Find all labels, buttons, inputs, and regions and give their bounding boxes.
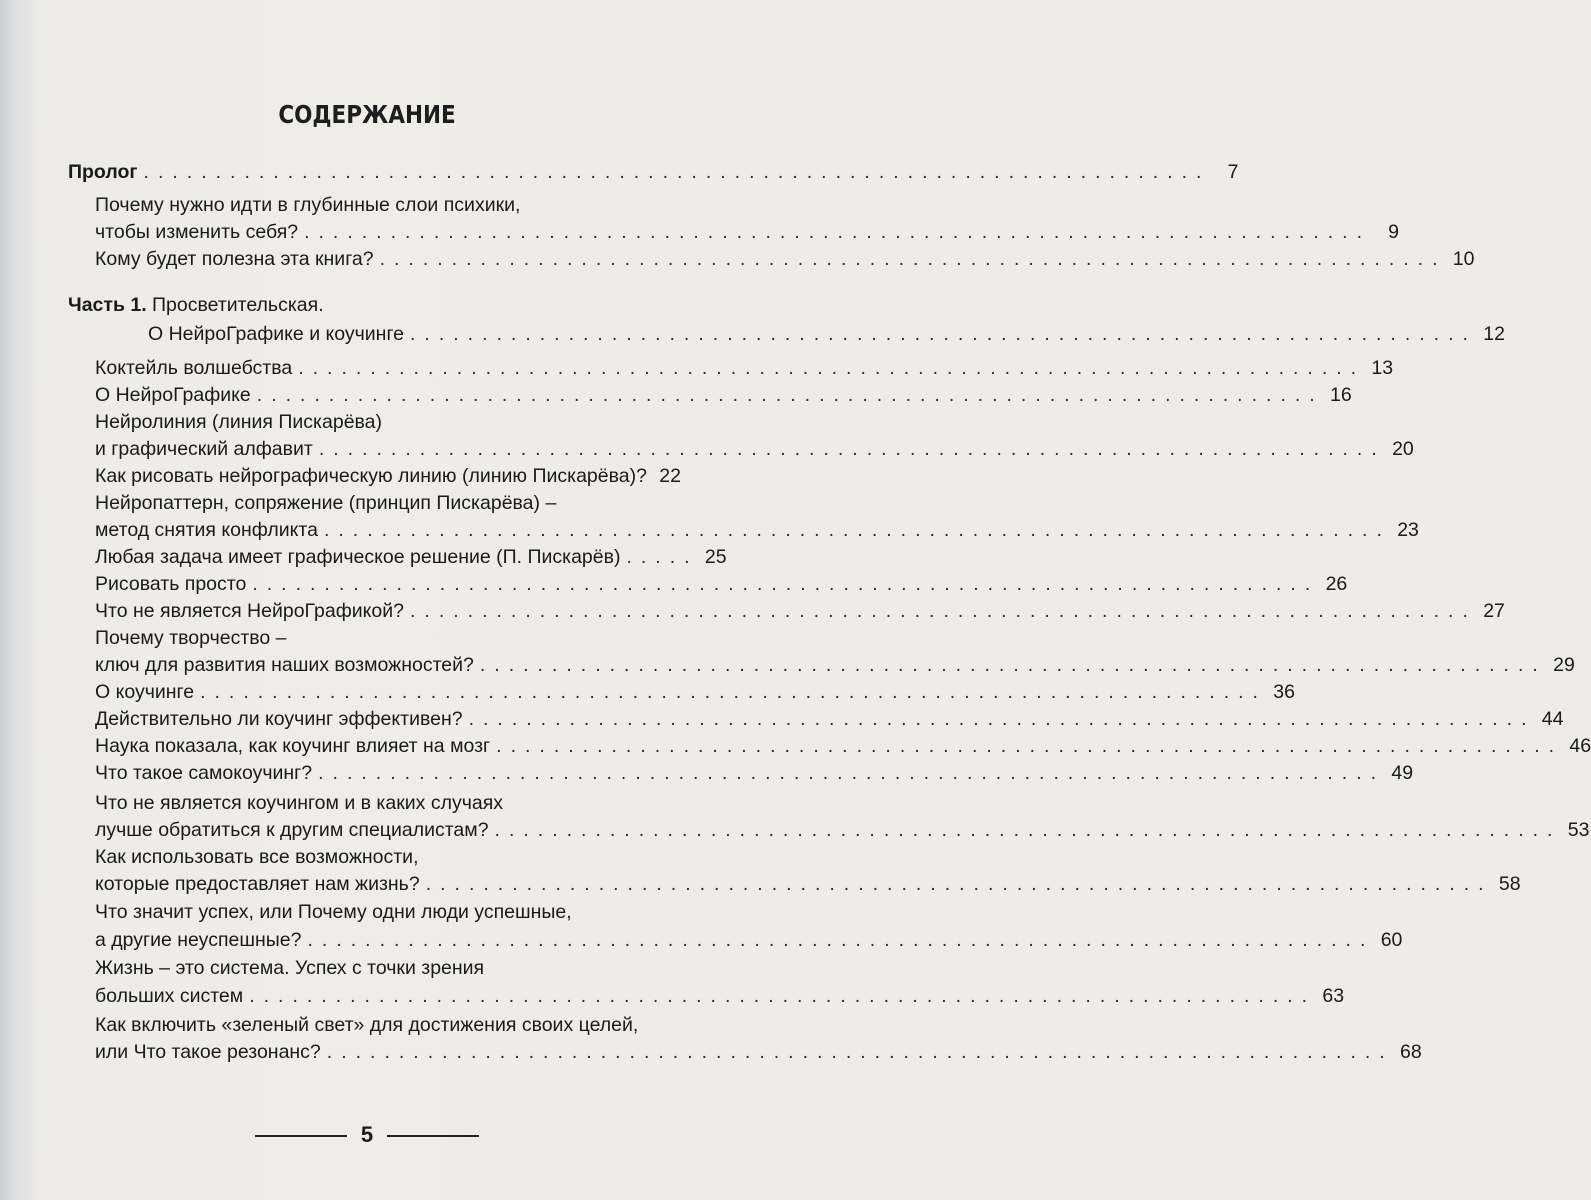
toc-entry[interactable] (95, 816, 1590, 844)
toc-leader-dots: .......................................................................... (410, 323, 1477, 345)
toc-entry-page: 27 (1483, 600, 1505, 622)
toc-entry-title: Почему творчество – (95, 627, 287, 649)
toc-entry-title: Что такое самокоучинг? (95, 762, 313, 784)
toc-entry-title: Как рисовать нейрографическую линию (линию Пискарёва)? (95, 465, 647, 487)
toc-entry[interactable] (95, 462, 681, 490)
toc-entry-line (95, 789, 668, 817)
toc-entry-title: О коучинге (95, 681, 195, 703)
toc-entry[interactable] (68, 158, 1239, 186)
toc-entry-title: лучше обратиться к другим специалистам? (95, 819, 489, 841)
toc-entry[interactable] (95, 870, 1521, 898)
toc-leader-dots: .......................................................................... (379, 248, 1447, 270)
toc-entry-page: 49 (1391, 762, 1414, 784)
toc-entry-title: а другие неуспешные? (95, 929, 302, 951)
toc-leader-dots: .......................................................................... (249, 985, 1317, 1007)
toc-entry-page: 46 (1569, 735, 1591, 757)
toc-entry-title: чтобы изменить себя? (95, 221, 299, 243)
toc-entry-page: 12 (1483, 323, 1505, 345)
toc-leader-dots: ..... (626, 546, 699, 568)
toc-entry[interactable] (95, 435, 1414, 463)
toc-entry-title: Пролог (68, 161, 138, 183)
toc-entry[interactable] (148, 320, 1505, 348)
toc-entry[interactable] (95, 651, 1575, 679)
page-number: 5 (360, 1122, 374, 1147)
toc-entry-page: 26 (1325, 573, 1348, 595)
toc-leader-dots: .......................................................................... (143, 161, 1211, 183)
toc-entry-page: 36 (1273, 681, 1295, 703)
toc-entry[interactable] (95, 245, 1475, 273)
toc-entry-page: 29 (1553, 654, 1575, 676)
toc-entry-page: 68 (1400, 1041, 1422, 1063)
toc-entry-line (95, 489, 668, 517)
part-title: Просветительская. (152, 294, 324, 316)
toc-entry[interactable] (95, 705, 1564, 733)
toc-entry[interactable] (95, 926, 1403, 954)
toc-entry-title: Что не является коучингом и в каких случаях (95, 792, 504, 814)
toc-entry-page: 58 (1498, 873, 1521, 895)
toc-entry-line (95, 843, 668, 871)
toc-entry[interactable] (95, 570, 1348, 598)
toc-leader-dots: .......................................................................... (479, 654, 1547, 676)
toc-entry[interactable] (95, 1038, 1422, 1066)
toc-leader-dots: .......................................................................... (200, 681, 1267, 703)
toc-entry-title: Как использовать все возможности, (95, 846, 419, 868)
toc-entry-title: О НейроГрафике (95, 384, 251, 406)
toc-entry-title: Почему нужно идти в глубинные слои психики, (95, 194, 521, 216)
toc-entry-title: и графический алфавит (95, 438, 313, 460)
toc-entry-title: Что не является НейроГрафикой? (95, 600, 404, 622)
toc-entry-page: 44 (1541, 708, 1564, 730)
toc-entry-title: Жизнь – это система. Успех с точки зрения (95, 957, 485, 979)
toc-entry-title: Рисовать просто (95, 573, 247, 595)
toc-entry[interactable] (95, 982, 1345, 1010)
toc-entry-title: или Что такое резонанс? (95, 1041, 321, 1063)
toc-entry-page: 10 (1452, 248, 1475, 270)
toc-leader-dots: .......................................................................... (252, 573, 1320, 595)
page-number-footer (0, 1122, 734, 1148)
toc-entry-page: 22 (659, 465, 681, 487)
toc-entry-title: больших систем (95, 985, 244, 1007)
toc-entry-title: Нейролиния (линия Пискарёва) (95, 411, 383, 433)
toc-entry-title: Действительно ли коучинг эффективен? (95, 708, 463, 730)
toc-entry-title: Коктейль волшебства (95, 357, 293, 379)
footer-rule-right (387, 1135, 479, 1137)
toc-entry-title: которые предоставляет нам жизнь? (95, 873, 420, 895)
toc-entry-title: Что значит успех, или Почему одни люди успешные, (95, 901, 572, 923)
toc-entry-title: Любая задача имеет графическое решение (П. Пискарёв) (95, 546, 621, 568)
toc-entry-line (95, 954, 668, 982)
toc-leader-dots: .......................................................................... (323, 519, 1391, 541)
toc-entry-page: 9 (1388, 221, 1400, 243)
toc-entry-page: 25 (704, 546, 727, 568)
toc-entry-line (95, 408, 668, 436)
toc-leader-dots: .......................................................................... (425, 873, 1493, 895)
toc-entry-page: 53 (1567, 819, 1590, 841)
toc-leader-dots: .......................................................................... (318, 438, 1386, 460)
toc-entry-title: ключ для развития наших возможностей? (95, 654, 474, 676)
toc-entry-line (95, 1011, 668, 1039)
toc-entry[interactable] (95, 381, 1352, 409)
toc-entry-title: О НейроГрафике и коучинге (148, 323, 404, 345)
toc-part-heading (68, 291, 668, 319)
toc-entry-line (95, 624, 668, 652)
toc-entry-page: 16 (1330, 384, 1352, 406)
toc-entry[interactable] (95, 678, 1295, 706)
footer-rule-left (255, 1135, 347, 1137)
toc-entry[interactable] (95, 543, 727, 571)
toc-entry[interactable] (95, 759, 1414, 787)
toc-leader-dots: .......................................................................... (494, 819, 1562, 841)
toc-entry-title: Нейропаттерн, сопряжение (принцип Пискарёва) – (95, 492, 557, 514)
toc-entry-page: 13 (1371, 357, 1394, 379)
toc-entry[interactable] (95, 218, 1400, 246)
toc-entry-title: Наука показала, как коучинг влияет на мозг (95, 735, 491, 757)
toc-entry-title: Кому будет полезна эта книга? (95, 248, 374, 270)
toc-leader-dots: .......................................................................... (298, 357, 1366, 379)
toc-entry-line (95, 898, 668, 926)
toc-entry-page: 60 (1380, 929, 1403, 951)
toc-entry-title: метод снятия конфликта (95, 519, 318, 541)
toc-entry[interactable] (95, 516, 1419, 544)
toc-entry-page: 7 (1227, 161, 1239, 183)
toc-entry-line (95, 191, 668, 219)
toc-entry-page: 63 (1322, 985, 1345, 1007)
toc-leader-dots: .......................................................................... (409, 600, 1477, 622)
toc-entry[interactable] (95, 732, 1591, 760)
toc-entry[interactable] (95, 354, 1394, 382)
toc-entry-page: 23 (1397, 519, 1419, 541)
toc-entry-page: 20 (1392, 438, 1414, 460)
part-label: Часть 1. (68, 294, 147, 316)
toc-entry-title: Как включить «зеленый свет» для достижения своих целей, (95, 1014, 639, 1036)
toc-leader-dots: .......................................................................... (318, 762, 1386, 784)
page-title: СОДЕРЖАНИЕ (278, 100, 456, 129)
toc-leader-dots: .......................................................................... (256, 384, 1324, 406)
toc-leader-dots: .......................................................................... (468, 708, 1536, 730)
toc-leader-dots: .......................................................................... (496, 735, 1564, 757)
toc-leader-dots: .......................................................................... (326, 1041, 1394, 1063)
toc-leader-dots: .......................................................................... (307, 929, 1375, 951)
toc-entry[interactable] (95, 597, 1505, 625)
toc-leader-dots: .......................................................................... (304, 221, 1372, 243)
